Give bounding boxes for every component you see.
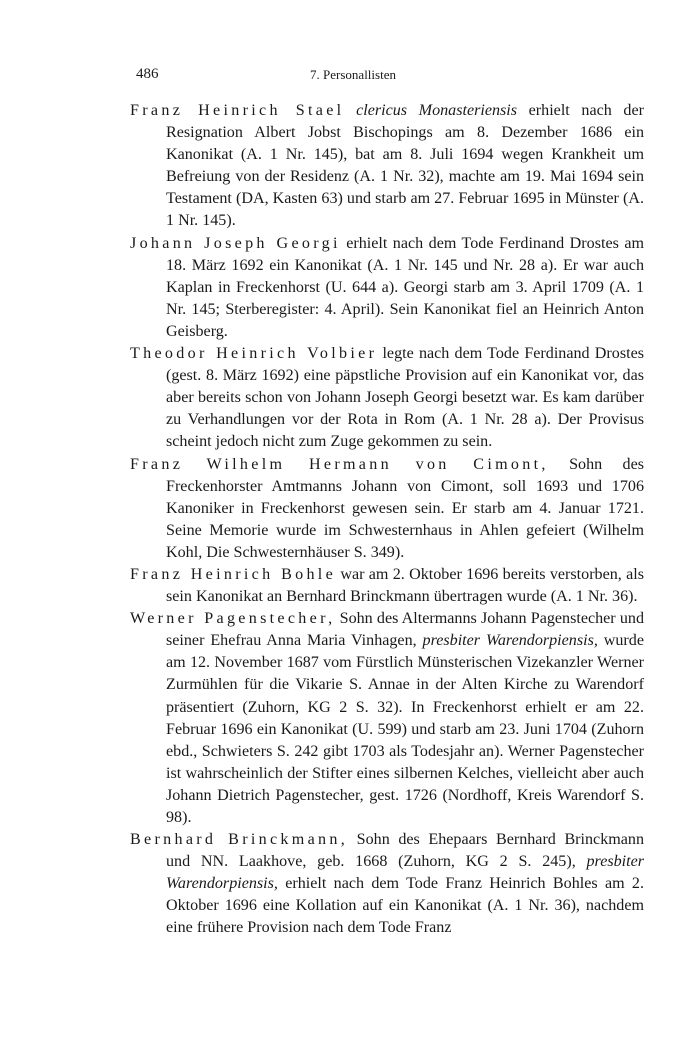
- entry-text: legte nach dem Tode Ferdinand Drostes (gest. 8. März 1692) eine päpstliche Provision auf ein Kanonikat vor, das aber bereits schon von Johann Joseph Georgi besetzt war. Es kam darüber zu Verhandlungen vor der Rota in Rom (A. 1 Nr. 28 a). Der Provisus scheint jedoch nicht zum Zuge gekommen zu sein.: [166, 345, 644, 451]
- person-name: Johann Joseph Georgi: [130, 234, 341, 252]
- entry-text: Sohn des Altermanns Johann Pagenstecher und seiner Ehefrau Anna Maria Vinhagen,: [166, 610, 644, 650]
- page-number: 486: [136, 66, 159, 82]
- latin-phrase: presbiter Warendorpiensis,: [166, 853, 644, 893]
- person-name: Franz Wilhelm Hermann von Cimont,: [130, 455, 549, 473]
- register-entry: [130, 100, 644, 233]
- entry-text: wurde am 12. November 1687 vom Fürstlich Münsterischen Vizekanzler Werner Zurmühlen für die Vikarie S. Annae in der Alten Kirche zu Warendorf präsentiert (Zuhorn, KG 2 S. 32). In Freckenhorst erhielt er am 22. Februar 1696 ein Kanonikat (U. 599) und starb am 23. Juni 1704 (Zuhorn ebd., Schwieters S. 242 gibt 1703 als Todesjahr an). Werner Pagenstecher ist wahrscheinlich der Stifter eines silbernen Kelches, vielleicht aber auch Johann Dietrich Pagenstecher, gest. 1726 (Nordhoff, Kreis Warendorf S. 98).: [166, 632, 644, 826]
- latin-phrase: clericus Monasteriensis: [356, 102, 518, 119]
- register-entry: [130, 564, 644, 608]
- entry-list: [130, 100, 644, 940]
- register-entry: [130, 233, 644, 343]
- entry-text: war am 2. Oktober 1696 bereits verstorben, als sein Kanonikat an Bernhard Brinckmann übertragen wurde (A. 1 Nr. 36).: [166, 565, 644, 606]
- person-name: Theodor Heinrich Volbier: [130, 345, 378, 363]
- register-entry: [130, 343, 644, 453]
- page-header: [130, 66, 576, 86]
- latin-phrase: presbiter Warendorpiensis,: [422, 632, 598, 650]
- entry-text: Sohn des Ehepaars Bernhard Brinckmann und NN. Laakhove, geb. 1668 (Zuhorn, KG 2 S. 245),: [166, 831, 645, 871]
- register-entry: [130, 829, 644, 939]
- register-entry: [130, 454, 644, 564]
- person-name: Bernhard Brinckmann,: [130, 831, 349, 849]
- entry-text: erhielt nach dem Tode Franz Heinrich Bohles am 2. Oktober 1696 eine Kollation auf ein Kanonikat (A. 1 Nr. 36), nachdem eine frühere Provision nach dem Tode Franz: [166, 875, 644, 937]
- entry-text: erhielt nach der Resignation Albert Jobst Bischopings am 8. Dezember 1686 ein Kanonikat (A. 1 Nr. 145), bat am 8. Juli 1694 wegen Krankheit um Befreiung von der Residenz (A. 1 Nr. 32), machte am 19. Mai 1694 sein Testament (DA, Kasten 63) und starb am 27. Februar 1695 in Münster (A. 1 Nr. 145).: [166, 102, 644, 230]
- entry-text: erhielt nach dem Tode Ferdinand Drostes am 18. März 1692 ein Kanonikat (A. 1 Nr. 145 und Nr. 28 a). Er war auch Kaplan in Freckenhorst (U. 644 a). Georgi starb am 3. April 1709 (A. 1 Nr. 145; Sterberegister: 4. April). Sein Kanonikat fiel an Heinrich Anton Geisberg.: [166, 234, 644, 340]
- running-title: 7. Personallisten: [310, 67, 396, 82]
- person-name: Franz Heinrich Bohle: [130, 565, 337, 583]
- entry-text: Sohn des Freckenhorster Amtmanns Johann von Cimont, soll 1693 und 1706 Kanoniker in Freckenhorst gewesen sein. Er starb am 4. Januar 1721. Seine Memorie wurde im Schwesternhaus in Ahlen gefeiert (Wilhelm Kohl, Die Schwesternhäuser S. 349).: [166, 455, 644, 561]
- person-name: Franz Heinrich Stael: [130, 102, 345, 119]
- entry-text: [344, 102, 356, 119]
- register-entry: [130, 608, 644, 829]
- person-name: Werner Pagenstecher,: [130, 610, 336, 628]
